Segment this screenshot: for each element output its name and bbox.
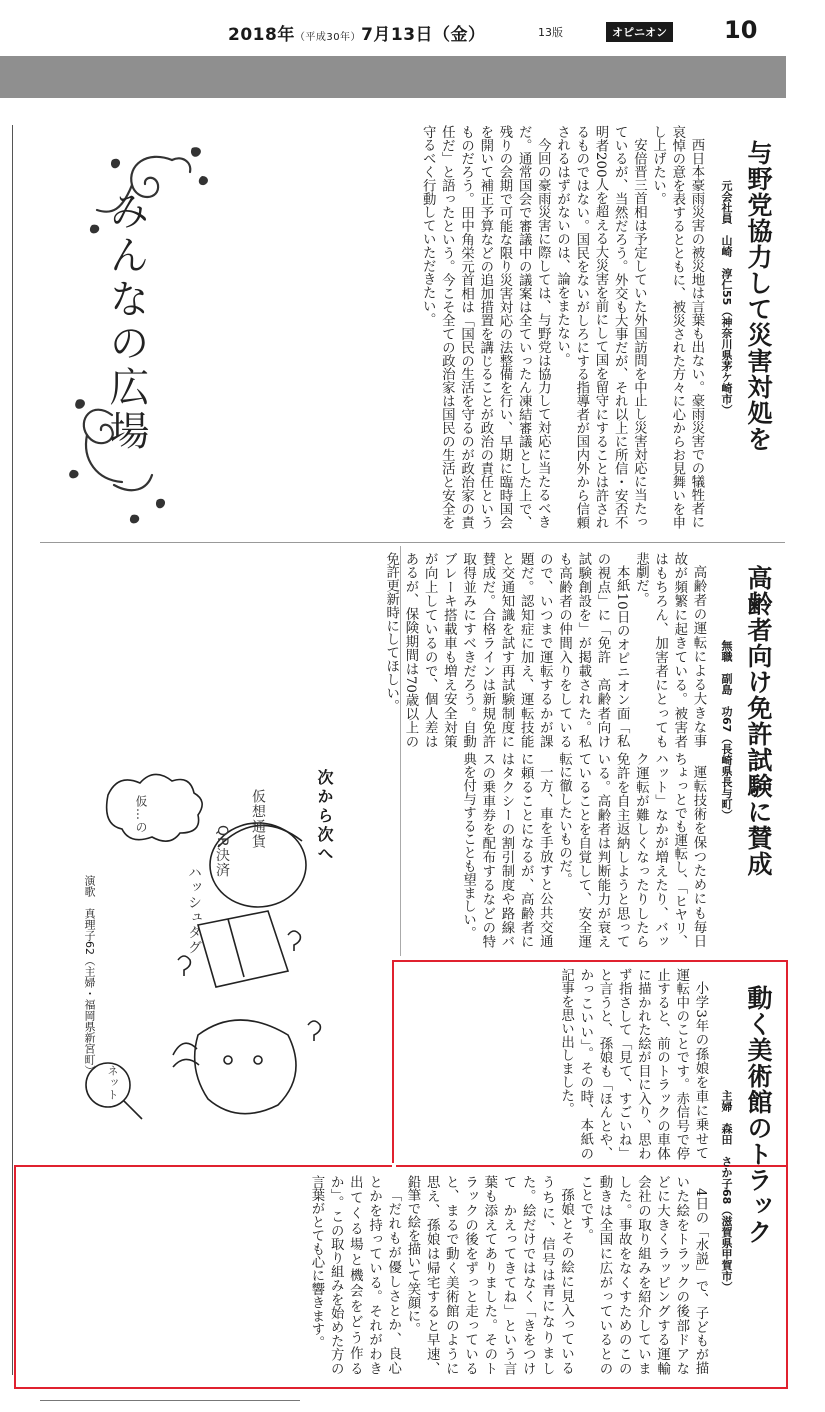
section-badge: オピニオン: [606, 22, 673, 42]
speech-bubble-text: QR決済: [214, 825, 230, 878]
column-logo: [52, 130, 212, 550]
letter2-paragraph: 本紙10日のオピニオン面「私の視点」に「免許 高齢者向け試験創設を」が掲載された。私も高齢者の仲間入りをしているので、いつまで運転するかが課題だ。認知症に加え、運転技能と交通知識を試す再試験制度に賛成だ。合格ラインは新規免許取得並みにすべきだろう。自動ブレーキ搭載車も増え安全対策が向上しているので、個人差はあるが、保険期間は70歳以上の免許更新時にしてほしい。: [383, 552, 630, 748]
letter1-byline: 元会社員 山崎 淳仁55（神奈川県茅ケ崎市）: [720, 180, 733, 416]
letter2-byline: 無職 副島 功67（長崎県長与町）: [720, 640, 733, 821]
speech-bubble-text: ネット: [106, 1065, 119, 1101]
cartoon-caption: 次から次へ: [315, 769, 334, 864]
letter1-body: [228, 125, 706, 529]
letter2-paragraph: 一方、車を手放すと公共交通に頼ることになるが、高齢者にはタクシーの割引制度や路線バスの乗車券を配布するなどの特典を付与することも望ましい。: [460, 752, 553, 948]
letter2-paragraph: 高齢者の運転による大きな事故が頻繁に起きている。被害者はもちろん、加害者にとっても悲劇だ。: [633, 552, 706, 748]
speech-bubble-text: 仮想通貨: [250, 789, 266, 849]
letter3-byline: 主婦 森田 さか子68（滋賀県甲賀市）: [720, 1090, 733, 1293]
column-title: みんなの広場: [103, 190, 149, 454]
letter3-paragraph: 4日の「水説」で、子どもが描いた絵をトラックの後部ドアなどに大きくラッピングする運輸会社の取り組みを紹介していました。事故をなくすためのこの動きは全国に広がっているとのことです。: [577, 1175, 708, 1375]
letter2-paragraph: 運転技術を保つためにも毎日ちょっとでも運転し、「ヒヤリ、ハット」なかが増えたり、バック運転が難しくなったりしたら免許を自主返納しようと思っている。高齢者は判断能力が衰えていることを自覚して、安全運転に徹したいものだ。: [556, 752, 706, 948]
letter3-paragraph: 孫娘とその絵に見入っているうちに、信号は青になりました。絵だけではなく「きをつけて かえってきてね」という言葉も添えてありました。そのトラックの後をずっと走っていると、まるで動く美術館のように思え、孫娘は帰宅すると早速、鉛筆で絵を描いて笑顔に。: [404, 1175, 574, 1375]
letter3-body-top: [408, 968, 710, 1160]
letter3-headline: 動く美術館のトラック: [744, 985, 773, 1245]
letter3-body-bottom: [28, 1175, 710, 1375]
letter2-body-bottom: [408, 752, 708, 948]
header-band: [0, 56, 786, 98]
issue-date: 2018年（平成30年）7月13日（金）: [228, 25, 486, 45]
masthead: [0, 0, 825, 56]
page-number: 10: [724, 16, 758, 44]
reader-cartoon: [78, 755, 340, 1155]
edition-label: 13版: [538, 26, 563, 39]
letter2-headline: 高齢者向け免許試験に賛成: [744, 565, 773, 877]
frame-joint: [392, 1163, 396, 1169]
left-margin-rule: [12, 125, 13, 1375]
cartoon-credit: 演歌 真理子62（主婦・福岡県新宮町）: [83, 875, 96, 1076]
letter1-paragraph: 西日本豪雨災害の被災地は言葉も出ない。豪雨災害での犠牲者に哀悼の意を表するとともに、被災された方々に心からお見舞いを申し上げたい。: [650, 125, 704, 529]
letter3-paragraph: 「だれもが優しさとか、良心とかを持っている。それがわき出てくる場と機会をどう作るか」。この取り組みを始めた方の言葉がとても心に響きます。: [308, 1175, 401, 1375]
letter1-headline: 与野党協力して災害対処を: [744, 140, 773, 452]
letter1-paragraph: 今回の豪雨災害に際しては、与野党は協力して対応に当たるべきだ。通常国会で審議中の議案は全ていったん凍結審議とした上で、残りの会期で可能な限り災害対応の法整備を行い、早期に臨時国会を開いて補正予算などの追加措置を講じることが政治の責任というものだろう。田中角栄元首相は「国民の生活を守るのが政治家の責任だ」と語ったという。今こそ全ての政治家は国民の生活と安全を守るべく行動していただきたい。: [420, 125, 551, 529]
letter1-paragraph: 安倍晋三首相は予定していた外国訪問を中止し災害対応に当たっているが、当然だろう。外交も大事だが、それ以上に所信・安否不明者200人を超える大災害を前にして国を留守にすることは許されるものではない。国民をないがしろにする指導者が国内外から信頼されるはずがないのは、論をまたない。: [554, 125, 647, 529]
speech-bubble-text: 仮…の: [134, 795, 148, 834]
letter3-paragraph: 小学3年の孫娘を車に乗せて運転中のことです。赤信号で停止すると、前のトラックの車体に描かれた絵が目に入り、思わず指さして「見て、すごいね」と言うと、孫娘も「ほんとや、かっこいい」。その時、本紙の記事を思い出しました。: [558, 968, 708, 1160]
speech-bubble-text: ハッシュタグ: [186, 865, 202, 955]
bottom-rule: [40, 1400, 300, 1401]
letter2-body-top: [40, 552, 708, 748]
